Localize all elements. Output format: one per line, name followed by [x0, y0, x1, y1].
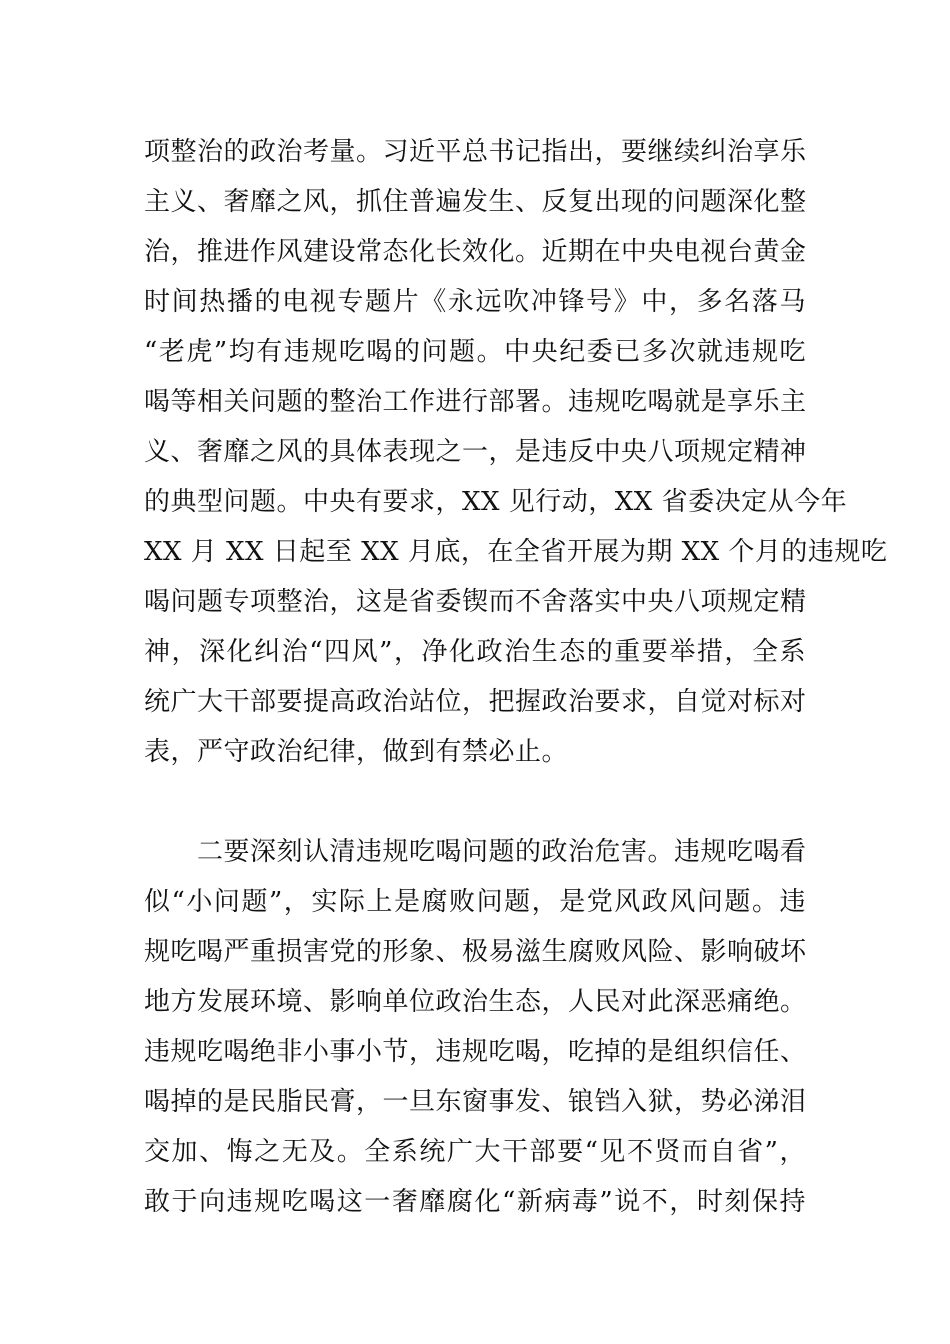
- text-line: 二要深刻认清违规吃喝问题的政治危害。违规吃喝看: [197, 837, 807, 867]
- text-line: 喝等相关问题的整治工作进行部署。违规吃喝就是享乐主: [144, 387, 807, 417]
- text-line: 项整治的政治考量。习近平总书记指出，要继续纠治享乐: [144, 137, 807, 167]
- text-line: 似“小问题”，实际上是腐败问题，是党风政风问题。违: [144, 887, 806, 917]
- text-line: 规吃喝严重损害党的形象、极易滋生腐败风险、影响破坏: [144, 937, 807, 967]
- text-line: “老虎”均有违规吃喝的问题。中央纪委已多次就违规吃: [144, 337, 806, 367]
- text-line: 地方发展环境、影响单位政治生态，人民对此深恶痛绝。: [144, 987, 807, 1017]
- text-line: 表，严守政治纪律，做到有禁必止。: [144, 737, 569, 767]
- text-line: 主义、奢靡之风，抓住普遍发生、反复出现的问题深化整: [144, 187, 807, 217]
- text-line: 统广大干部要提高政治站位，把握政治要求，自觉对标对: [144, 687, 807, 717]
- text-line: 违规吃喝绝非小事小节，违规吃喝，吃掉的是组织信任、: [144, 1037, 807, 1067]
- text-line: XX 月 XX 日起至 XX 月底，在全省开展为期 XX 个月的违规吃: [144, 537, 888, 567]
- text-line: 的典型问题。中央有要求，XX 见行动，XX 省委决定从今年: [144, 487, 848, 517]
- text-line: 喝问题专项整治，这是省委锲而不舍落实中央八项规定精: [144, 587, 807, 617]
- text-line: 时间热播的电视专题片《永远吹冲锋号》中，多名落马: [144, 287, 806, 317]
- text-line: 喝掉的是民脂民膏，一旦东窗事发、锒铛入狱，势必涕泪: [144, 1087, 807, 1117]
- text-line: 敢于向违规吃喝这一奢靡腐化“新病毒”说不，时刻保持: [144, 1187, 806, 1217]
- text-line: 交加、悔之无及。全系统广大干部要“见不贤而自省”，: [144, 1137, 806, 1167]
- text-line: 神，深化纠治“四风”，净化政治生态的重要举措，全系: [144, 637, 806, 667]
- text-line: 义、奢靡之风的具体表现之一，是违反中央八项规定精神: [144, 437, 807, 467]
- text-line: 治，推进作风建设常态化长效化。近期在中央电视台黄金: [144, 237, 807, 267]
